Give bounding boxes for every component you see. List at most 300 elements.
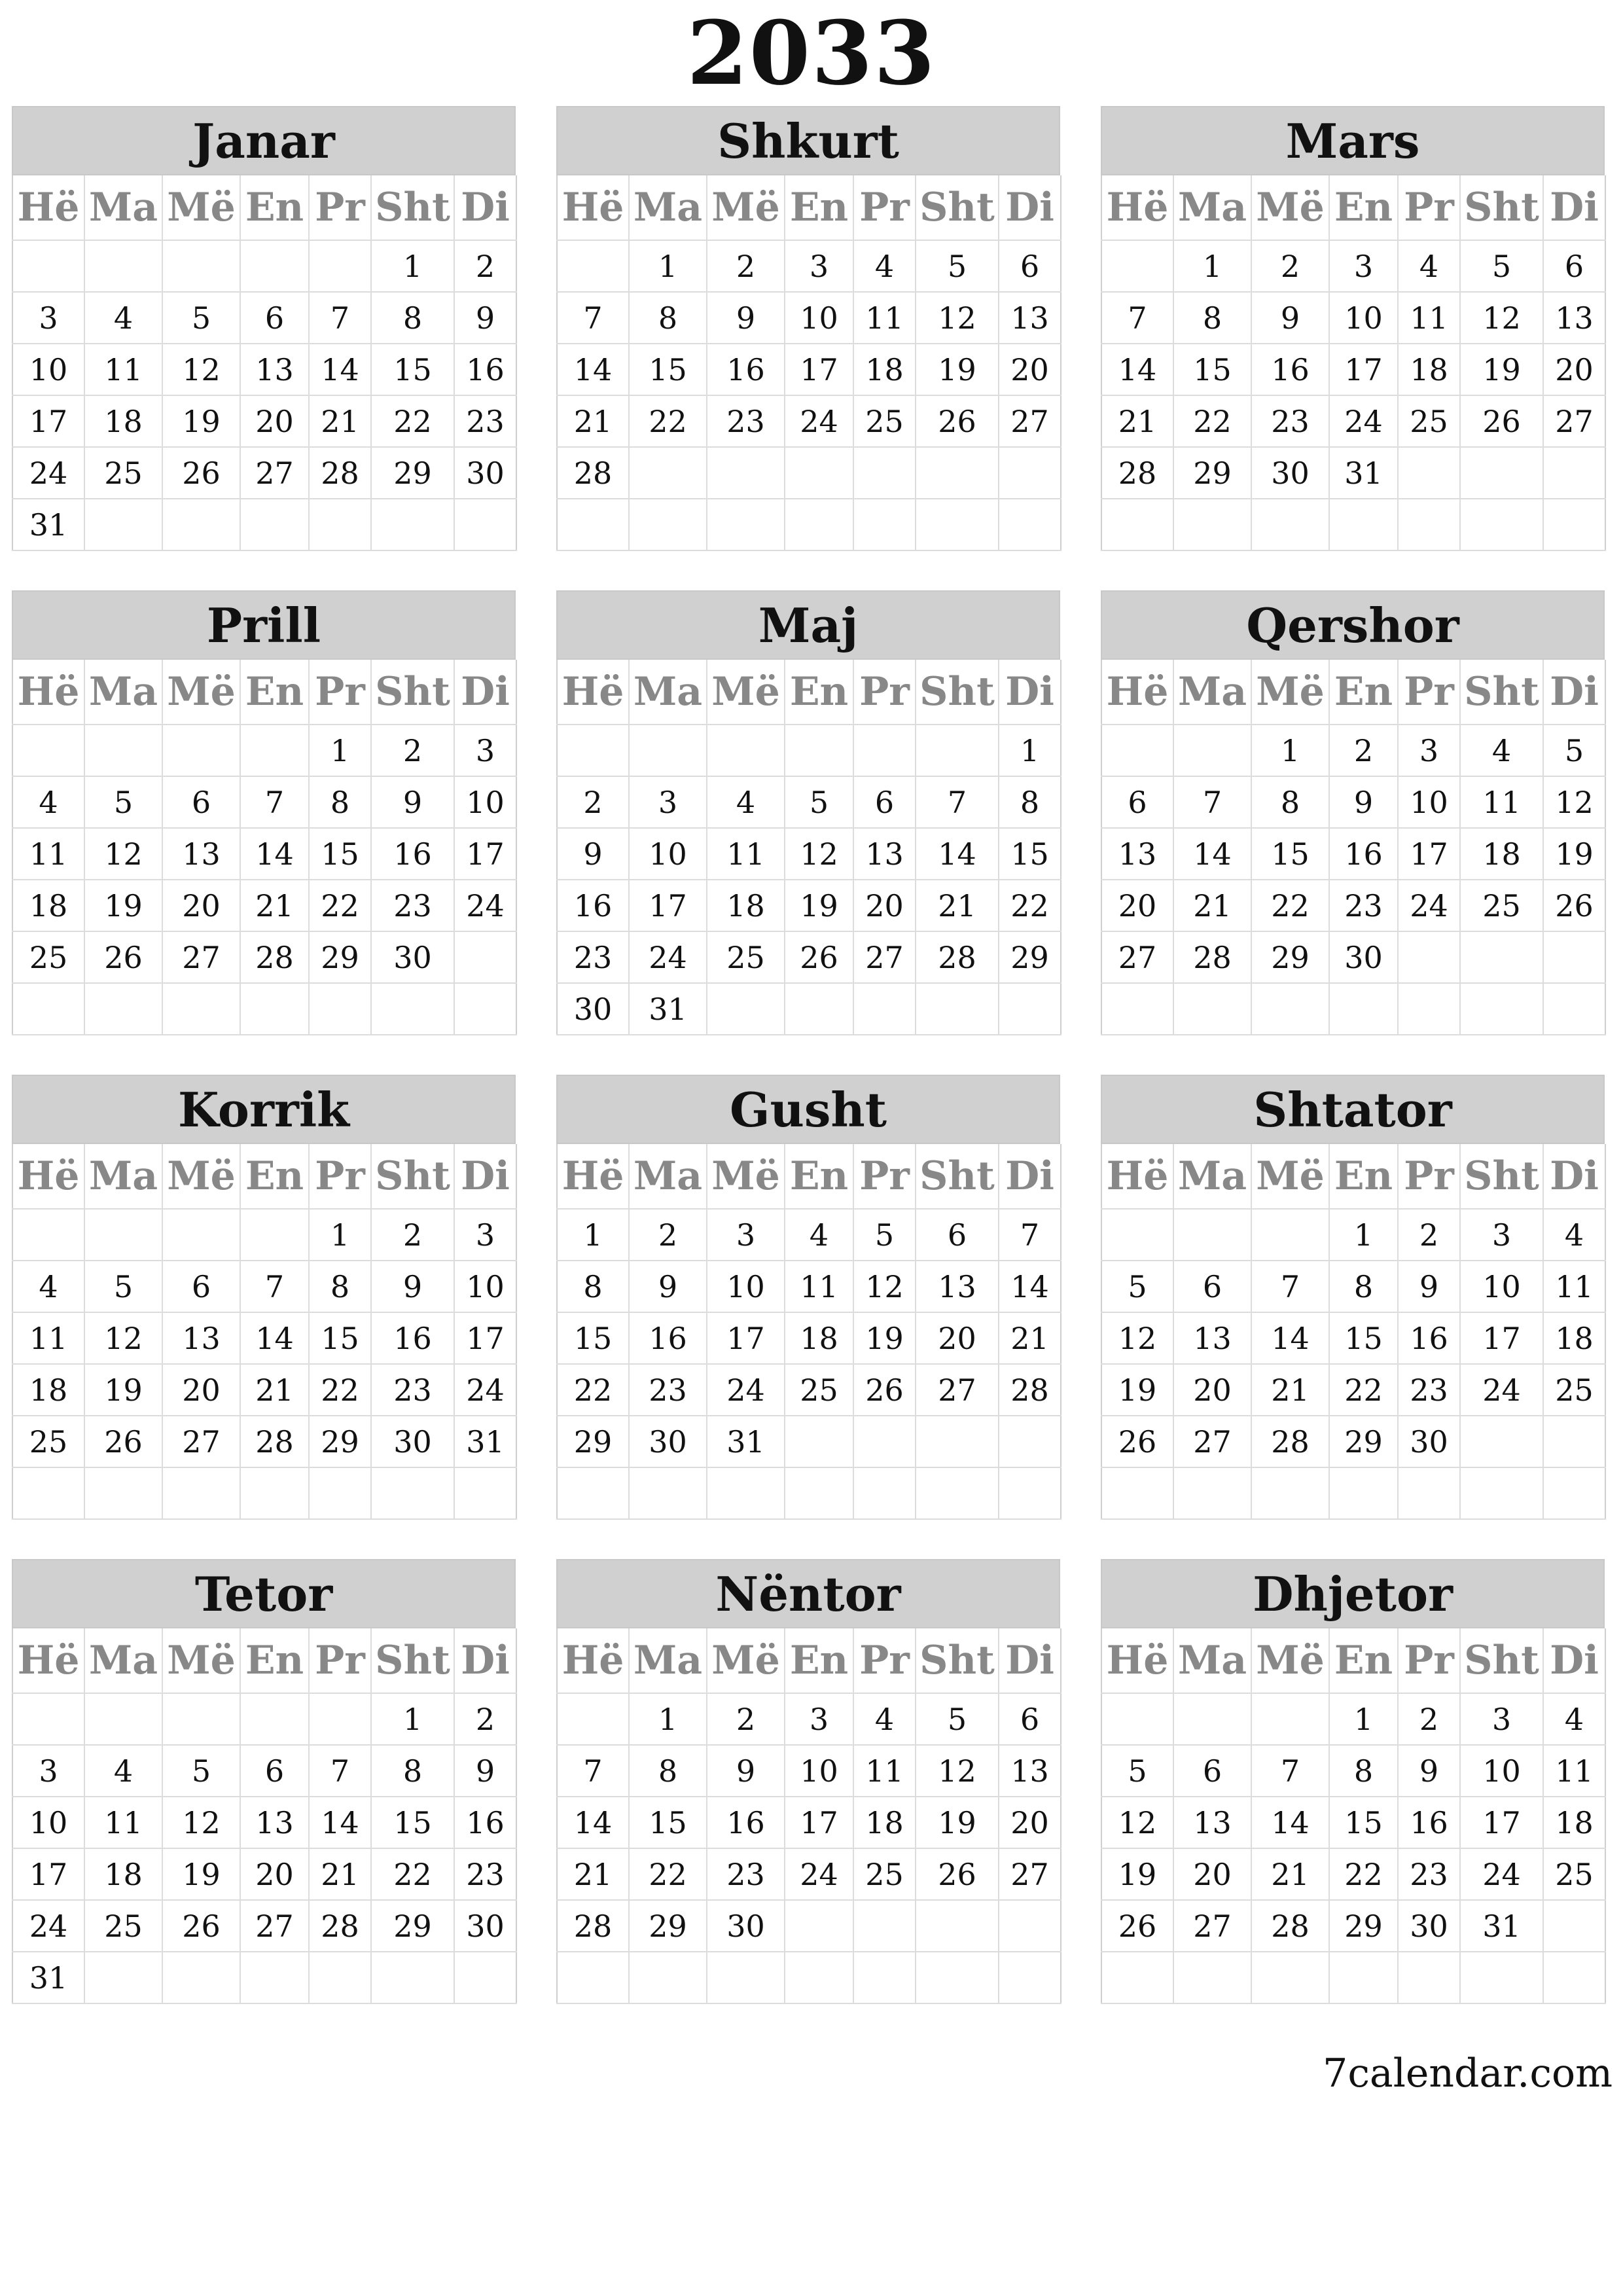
day-cell: 27	[999, 395, 1061, 447]
week-row	[1101, 1364, 1605, 1416]
day-cell	[707, 1952, 785, 2003]
day-cell: 9	[1398, 1261, 1460, 1312]
day-cell: 12	[853, 1261, 916, 1312]
day-cell: 11	[785, 1261, 853, 1312]
day-cell: 3	[1329, 240, 1398, 292]
day-cell: 1	[1329, 1693, 1398, 1745]
weekday-header-row	[557, 1144, 1061, 1209]
day-cell: 2	[454, 240, 516, 292]
day-cell: 15	[629, 1797, 707, 1848]
year-title: 2033	[687, 1, 936, 105]
week-row	[1101, 1416, 1605, 1467]
day-cell: 9	[629, 1261, 707, 1312]
month-days-table	[12, 660, 517, 1035]
weekday-label: En	[785, 660, 853, 725]
week-row	[12, 1797, 516, 1848]
weekday-label: Më	[162, 660, 240, 725]
day-cell: 25	[853, 1848, 916, 1900]
week-row	[12, 1209, 516, 1261]
day-cell: 22	[1251, 880, 1329, 931]
day-cell: 13	[853, 828, 916, 880]
day-cell: 3	[707, 1209, 785, 1261]
day-cell	[853, 1416, 916, 1467]
day-cell: 30	[454, 447, 516, 499]
day-cell: 5	[853, 1209, 916, 1261]
day-cell: 6	[1173, 1261, 1251, 1312]
day-cell	[1460, 1416, 1543, 1467]
day-cell: 25	[84, 447, 162, 499]
day-cell: 4	[853, 240, 916, 292]
weekday-label: Pr	[853, 660, 916, 725]
day-cell: 9	[707, 1745, 785, 1797]
week-row	[557, 499, 1061, 550]
weekday-label: Sht	[916, 1144, 999, 1209]
day-cell	[1398, 983, 1460, 1035]
day-cell: 28	[557, 1900, 629, 1952]
month-days-table	[556, 1144, 1061, 1520]
day-cell: 3	[1460, 1693, 1543, 1745]
day-cell: 3	[629, 776, 707, 828]
day-cell	[999, 447, 1061, 499]
day-cell: 29	[629, 1900, 707, 1952]
day-cell: 3	[12, 1745, 84, 1797]
day-cell: 16	[557, 880, 629, 931]
day-cell: 25	[84, 1900, 162, 1952]
day-cell: 7	[1251, 1745, 1329, 1797]
day-cell: 25	[1543, 1848, 1605, 1900]
day-cell: 15	[371, 1797, 454, 1848]
month-name: Mars	[1101, 106, 1605, 175]
day-cell: 7	[309, 292, 371, 344]
week-row	[12, 1848, 516, 1900]
day-cell: 7	[1173, 776, 1251, 828]
day-cell: 6	[1173, 1745, 1251, 1797]
day-cell: 7	[999, 1209, 1061, 1261]
day-cell: 22	[999, 880, 1061, 931]
day-cell	[1251, 983, 1329, 1035]
month-days-table	[556, 1628, 1061, 2004]
day-cell: 17	[454, 1312, 516, 1364]
week-row	[1101, 1261, 1605, 1312]
day-cell	[785, 1900, 853, 1952]
weekday-header-row	[12, 660, 516, 725]
day-cell: 29	[309, 931, 371, 983]
day-cell: 1	[371, 240, 454, 292]
weekday-label: Ma	[1173, 175, 1251, 240]
week-row	[557, 931, 1061, 983]
day-cell: 27	[162, 931, 240, 983]
day-cell: 1	[309, 1209, 371, 1261]
day-cell: 12	[1543, 776, 1605, 828]
day-cell: 5	[1101, 1261, 1173, 1312]
day-cell	[557, 1467, 629, 1519]
day-cell	[12, 983, 84, 1035]
weekday-label: Ma	[629, 660, 707, 725]
weekday-label: Më	[162, 1144, 240, 1209]
month-block	[556, 106, 1060, 551]
day-cell: 13	[999, 292, 1061, 344]
day-cell	[162, 983, 240, 1035]
day-cell	[240, 1693, 309, 1745]
weekday-label: Më	[707, 1144, 785, 1209]
day-cell: 24	[12, 1900, 84, 1952]
day-cell	[629, 447, 707, 499]
day-cell: 22	[629, 395, 707, 447]
day-cell	[1101, 1209, 1173, 1261]
day-cell	[1398, 1467, 1460, 1519]
weekday-label: Di	[1543, 660, 1605, 725]
day-cell	[1398, 931, 1460, 983]
weekday-label: En	[240, 660, 309, 725]
weekday-header-row	[1101, 660, 1605, 725]
day-cell: 23	[1398, 1848, 1460, 1900]
day-cell: 7	[1251, 1261, 1329, 1312]
day-cell: 3	[785, 1693, 853, 1745]
day-cell: 29	[1173, 447, 1251, 499]
day-cell	[1543, 931, 1605, 983]
day-cell	[240, 1209, 309, 1261]
month-days-table	[556, 660, 1061, 1035]
day-cell: 24	[785, 1848, 853, 1900]
day-cell	[707, 983, 785, 1035]
day-cell: 12	[1101, 1312, 1173, 1364]
day-cell	[557, 240, 629, 292]
day-cell: 21	[240, 1364, 309, 1416]
day-cell: 6	[999, 1693, 1061, 1745]
day-cell: 12	[785, 828, 853, 880]
day-cell	[1543, 499, 1605, 550]
day-cell: 20	[162, 1364, 240, 1416]
day-cell: 30	[1251, 447, 1329, 499]
day-cell: 20	[999, 1797, 1061, 1848]
day-cell: 10	[454, 1261, 516, 1312]
day-cell: 16	[629, 1312, 707, 1364]
day-cell: 10	[785, 292, 853, 344]
day-cell	[1329, 499, 1398, 550]
week-row	[12, 1952, 516, 2003]
day-cell: 30	[629, 1416, 707, 1467]
day-cell: 18	[1543, 1312, 1605, 1364]
day-cell	[707, 725, 785, 776]
weekday-label: Di	[999, 660, 1061, 725]
day-cell	[1460, 1467, 1543, 1519]
day-cell: 14	[557, 1797, 629, 1848]
day-cell: 2	[1329, 725, 1398, 776]
week-row	[12, 395, 516, 447]
day-cell: 4	[707, 776, 785, 828]
day-cell: 4	[84, 292, 162, 344]
week-row	[557, 344, 1061, 395]
week-row	[12, 1261, 516, 1312]
day-cell: 7	[1101, 292, 1173, 344]
day-cell: 23	[454, 395, 516, 447]
weekday-label: Më	[1251, 1144, 1329, 1209]
day-cell: 3	[785, 240, 853, 292]
day-cell: 31	[12, 499, 84, 550]
day-cell: 5	[84, 1261, 162, 1312]
day-cell: 2	[1398, 1209, 1460, 1261]
day-cell: 23	[629, 1364, 707, 1416]
day-cell: 14	[1251, 1797, 1329, 1848]
day-cell: 12	[916, 292, 999, 344]
weekday-label: Pr	[853, 1144, 916, 1209]
day-cell	[999, 1952, 1061, 2003]
month-name: Maj	[556, 590, 1060, 660]
weekday-label: Ma	[84, 1144, 162, 1209]
day-cell: 5	[1460, 240, 1543, 292]
weekday-label: Ma	[84, 175, 162, 240]
day-cell: 21	[999, 1312, 1061, 1364]
day-cell: 1	[629, 240, 707, 292]
weekday-label: Di	[999, 1144, 1061, 1209]
week-row	[1101, 1952, 1605, 2003]
weekday-label: Ma	[1173, 660, 1251, 725]
day-cell: 18	[707, 880, 785, 931]
day-cell: 8	[309, 1261, 371, 1312]
day-cell: 26	[785, 931, 853, 983]
weekday-label: En	[1329, 1144, 1398, 1209]
day-cell: 20	[162, 880, 240, 931]
day-cell: 13	[1543, 292, 1605, 344]
day-cell: 2	[1398, 1693, 1460, 1745]
weekday-label: Hë	[12, 1628, 84, 1693]
day-cell: 12	[162, 1797, 240, 1848]
day-cell	[1173, 1952, 1251, 2003]
day-cell	[12, 1693, 84, 1745]
day-cell: 6	[999, 240, 1061, 292]
day-cell: 18	[785, 1312, 853, 1364]
month-name: Shkurt	[556, 106, 1060, 175]
day-cell: 12	[1460, 292, 1543, 344]
weekday-label: Më	[162, 175, 240, 240]
day-cell: 22	[557, 1364, 629, 1416]
week-row	[1101, 1467, 1605, 1519]
day-cell: 10	[1460, 1261, 1543, 1312]
week-row	[12, 1467, 516, 1519]
month-name: Shtator	[1101, 1075, 1605, 1144]
week-row	[1101, 931, 1605, 983]
day-cell: 26	[162, 447, 240, 499]
week-row	[12, 776, 516, 828]
day-cell: 20	[853, 880, 916, 931]
day-cell: 7	[309, 1745, 371, 1797]
weekday-label: Di	[999, 1628, 1061, 1693]
weekday-label: Më	[1251, 1628, 1329, 1693]
day-cell: 9	[1251, 292, 1329, 344]
day-cell: 20	[1173, 1364, 1251, 1416]
week-row	[557, 447, 1061, 499]
day-cell: 11	[12, 828, 84, 880]
week-row	[12, 292, 516, 344]
day-cell	[1101, 725, 1173, 776]
day-cell: 5	[84, 776, 162, 828]
weekday-label: Di	[454, 660, 516, 725]
day-cell: 10	[1329, 292, 1398, 344]
day-cell	[916, 983, 999, 1035]
day-cell: 29	[557, 1416, 629, 1467]
week-row	[557, 828, 1061, 880]
day-cell: 21	[1251, 1848, 1329, 1900]
week-row	[557, 395, 1061, 447]
day-cell	[309, 983, 371, 1035]
day-cell: 14	[916, 828, 999, 880]
day-cell	[1251, 1467, 1329, 1519]
day-cell: 6	[916, 1209, 999, 1261]
week-row	[1101, 1745, 1605, 1797]
day-cell: 12	[1101, 1797, 1173, 1848]
weekday-label: Pr	[309, 1144, 371, 1209]
day-cell: 16	[1251, 344, 1329, 395]
day-cell: 25	[1460, 880, 1543, 931]
day-cell: 12	[162, 344, 240, 395]
month-block	[1101, 1075, 1605, 1520]
weekday-label: Pr	[1398, 1628, 1460, 1693]
day-cell: 21	[1173, 880, 1251, 931]
weekday-label: Ma	[84, 1628, 162, 1693]
day-cell	[853, 1467, 916, 1519]
weekday-label: En	[785, 1628, 853, 1693]
day-cell: 17	[1460, 1797, 1543, 1848]
day-cell: 19	[785, 880, 853, 931]
day-cell	[240, 1467, 309, 1519]
weekday-header-row	[1101, 1144, 1605, 1209]
day-cell	[1173, 1693, 1251, 1745]
day-cell: 8	[309, 776, 371, 828]
weekday-label: Di	[1543, 1628, 1605, 1693]
day-cell	[162, 499, 240, 550]
day-cell	[853, 1900, 916, 1952]
day-cell: 30	[1398, 1416, 1460, 1467]
day-cell: 31	[454, 1416, 516, 1467]
day-cell: 2	[371, 725, 454, 776]
day-cell: 31	[707, 1416, 785, 1467]
week-row	[557, 1416, 1061, 1467]
day-cell: 6	[1101, 776, 1173, 828]
day-cell: 2	[371, 1209, 454, 1261]
day-cell	[785, 1952, 853, 2003]
weekday-label: Hë	[1101, 1628, 1173, 1693]
weekday-label: Pr	[309, 1628, 371, 1693]
day-cell: 9	[557, 828, 629, 880]
day-cell: 9	[1398, 1745, 1460, 1797]
day-cell: 15	[629, 344, 707, 395]
day-cell	[371, 1467, 454, 1519]
day-cell: 22	[1173, 395, 1251, 447]
day-cell	[240, 725, 309, 776]
day-cell	[1101, 983, 1173, 1035]
month-block	[12, 1559, 516, 2004]
day-cell: 2	[707, 240, 785, 292]
day-cell: 9	[1329, 776, 1398, 828]
week-row	[12, 1416, 516, 1467]
day-cell	[240, 1952, 309, 2003]
day-cell	[707, 447, 785, 499]
week-row	[1101, 240, 1605, 292]
weekday-label: Di	[454, 1144, 516, 1209]
day-cell: 8	[1329, 1745, 1398, 1797]
month-name: Prill	[12, 590, 516, 660]
day-cell: 19	[84, 880, 162, 931]
weekday-label: Sht	[371, 1628, 454, 1693]
day-cell: 24	[629, 931, 707, 983]
day-cell	[916, 1467, 999, 1519]
day-cell: 5	[1543, 725, 1605, 776]
day-cell: 24	[1460, 1364, 1543, 1416]
day-cell: 27	[240, 447, 309, 499]
month-block	[1101, 1559, 1605, 2004]
day-cell: 20	[1101, 880, 1173, 931]
day-cell: 18	[84, 1848, 162, 1900]
week-row	[557, 1312, 1061, 1364]
day-cell: 25	[1398, 395, 1460, 447]
day-cell: 19	[853, 1312, 916, 1364]
week-row	[1101, 725, 1605, 776]
day-cell	[999, 983, 1061, 1035]
day-cell: 28	[1251, 1900, 1329, 1952]
day-cell	[557, 499, 629, 550]
weekday-label: Sht	[1460, 660, 1543, 725]
day-cell: 30	[371, 931, 454, 983]
week-row	[12, 828, 516, 880]
weekday-label: En	[240, 1144, 309, 1209]
weekday-label: Pr	[1398, 175, 1460, 240]
weekday-label: Sht	[371, 660, 454, 725]
day-cell: 1	[1251, 725, 1329, 776]
day-cell: 23	[707, 1848, 785, 1900]
day-cell: 20	[240, 395, 309, 447]
day-cell: 17	[707, 1312, 785, 1364]
week-row	[12, 1745, 516, 1797]
day-cell	[1173, 1467, 1251, 1519]
day-cell: 13	[1101, 828, 1173, 880]
week-row	[557, 292, 1061, 344]
day-cell	[557, 1952, 629, 2003]
day-cell: 13	[240, 1797, 309, 1848]
day-cell	[1173, 725, 1251, 776]
day-cell: 7	[240, 776, 309, 828]
day-cell: 25	[12, 931, 84, 983]
weekday-label: Sht	[1460, 1144, 1543, 1209]
day-cell: 31	[12, 1952, 84, 2003]
day-cell: 23	[1398, 1364, 1460, 1416]
day-cell	[454, 1952, 516, 2003]
weekday-label: Hë	[557, 1628, 629, 1693]
day-cell	[240, 240, 309, 292]
month-days-table	[1101, 1628, 1606, 2004]
weekday-label: Ma	[84, 660, 162, 725]
weekday-label: Ma	[629, 175, 707, 240]
day-cell	[309, 1952, 371, 2003]
day-cell	[1460, 983, 1543, 1035]
day-cell: 19	[84, 1364, 162, 1416]
day-cell: 25	[853, 395, 916, 447]
day-cell	[12, 240, 84, 292]
day-cell: 13	[240, 344, 309, 395]
day-cell	[1543, 1416, 1605, 1467]
day-cell: 28	[999, 1364, 1061, 1416]
weekday-label: Hë	[557, 660, 629, 725]
week-row	[12, 1693, 516, 1745]
weekday-label: Pr	[1398, 660, 1460, 725]
day-cell: 11	[84, 344, 162, 395]
day-cell	[1543, 447, 1605, 499]
month-days-table	[12, 1144, 517, 1520]
day-cell: 9	[371, 776, 454, 828]
day-cell	[454, 983, 516, 1035]
weekday-label: Më	[1251, 175, 1329, 240]
week-row	[1101, 776, 1605, 828]
day-cell: 27	[240, 1900, 309, 1952]
